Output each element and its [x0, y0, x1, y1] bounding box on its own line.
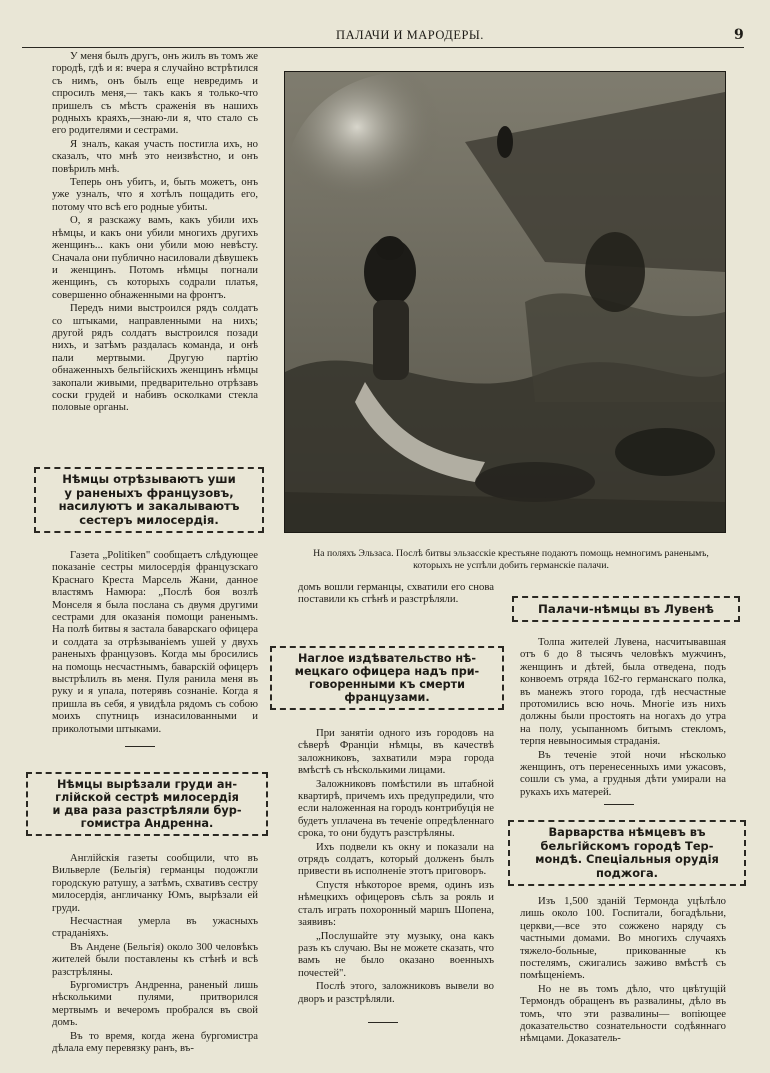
battlefield-illustration [284, 71, 726, 533]
paragraph: Передъ ними выстроился рядъ солдатъ со штыками, направленными на нихъ; другой рядъ солдатъ выстроился позади нихъ, и затѣмъ раздалась команда, и онѣ пали мертвыми. Другую партію обнаженныхъ бельгійскихъ женщинъ нѣмцы закопали живыми, предварительно отрѣзавъ соски грудей и набивъ осколками стекла половые органы. [52, 302, 258, 414]
paragraph: При занятіи одного изъ городовъ на сѣверѣ Франціи нѣмцы, въ качествѣ заложниковъ, захватили мэра города вмѣстѣ съ нѣсколькими лицами. [298, 727, 494, 777]
headline-line: мондѣ. Спеціальныя орудія [535, 852, 719, 866]
paragraph: домъ вошли германцы, схватили его снова поставили къ стѣнѣ и разстрѣляли. [298, 581, 494, 606]
headline-box [508, 820, 746, 886]
separator [604, 804, 634, 805]
headline-line: Палачи-нѣмцы въ Лувенѣ [538, 602, 714, 616]
headline-line: и два раза разстрѣляли бур- [52, 804, 242, 817]
headline-line: насилуютъ и закалываютъ [58, 499, 240, 513]
paragraph: Изъ 1,500 зданій Термонда уцѣлѣло лишь около 100. Госпитали, богадѣльни, церкви,—все это сожжено наряду съ частными домами. Во многихъ случаяхъ тяжело-больные, прикованные къ постелямъ, сжигались заживо вмѣстѣ съ помѣщеніемъ. [520, 895, 726, 982]
paragraph: Спустя нѣкоторое время, одинъ изъ нѣмецкихъ офицеровъ сѣлъ за рояль и сталъ играть похоронный маршъ Шопена, заявивъ: [298, 878, 494, 929]
right-column [520, 636, 726, 799]
headline-box [26, 772, 268, 836]
headline-line: у раненыхъ французовъ, [64, 485, 234, 500]
left-column-article-3 [52, 852, 258, 1056]
page-number: 9 [734, 27, 744, 43]
headline-line: мецкаго офицера надъ при- [294, 665, 480, 678]
paragraph: Теперь онъ убитъ, и, быть можетъ, онъ уже узналъ, что я хотѣлъ пощадить его, потому что всѣ его родные убиты. [52, 176, 258, 213]
headline-line: Варварства нѣмцевъ въ [548, 825, 706, 839]
paragraph: Я зналъ, какая участь постигла ихъ, но сказалъ, что мнѣ это неизвѣстно, и онъ повѣрилъ мнѣ. [52, 137, 258, 175]
paragraph: Въ теченіе этой ночи нѣсколько женщинъ, отъ перенесенныхъ ими ужасовъ, сошли съ ума, а грудныя дѣти умирали на рукахъ ихъ матерей. [520, 748, 726, 798]
running-title: ПАЛАЧИ И МАРОДЕРЫ. [336, 28, 484, 42]
illustration-caption: На поляхъ Эльзаса. Послѣ битвы эльзасскіе крестьяне подаютъ помощь немногимъ раненымъ, которыхъ не успѣли добить германскіе палачи. [313, 548, 709, 571]
paragraph: Но не въ томъ дѣло, что цвѣтущій Термондъ обращенъ въ развалины, дѣло въ томъ, что эти развалины— вопіющее доказательство сознательности содѣяннаго нѣмцами. Доказатель- [520, 982, 726, 1045]
paragraph: Послѣ этого, заложниковъ вывели во дворъ и разстрѣляли. [298, 980, 494, 1005]
left-column [52, 50, 258, 415]
paragraph: „Послушайте эту музыку, она какъ разъ къ случаю. Вы не можете сказать, что вамъ не было оказано военныхъ почестей". [298, 929, 494, 979]
paragraph: Ихъ подвели къ окну и показали на отрядъ солдатъ, который долженъ былъ привести въ исполненіе этотъ приговоръ. [298, 840, 494, 878]
paragraph: Заложниковъ помѣстили въ штабной квартирѣ, причемъ ихъ предупредили, что если наложенная на городъ контрибуція не будетъ уплачена въ теченіе опредѣленнаго срока, то они будутъ разстрѣляны. [298, 777, 494, 840]
headline-line: Нѣмцы вырѣзали груди ан- [56, 778, 238, 791]
engraving-artwork [285, 72, 725, 532]
right-column-article [520, 895, 726, 1046]
paragraph: Въ Андене (Бельгія) около 300 человѣкъ жителей были поставлены къ стѣнѣ и всѣ разстрѣляны. [52, 940, 258, 978]
headline-line: бельгійскомъ городѣ Тер- [540, 838, 714, 853]
paragraph: Несчастная умерла въ ужасныхъ страданіяхъ. [52, 915, 258, 940]
paragraph: Въ то время, когда жена бургомистра дѣлала ему перевязку ранъ, въ- [52, 1029, 258, 1055]
middle-column-article [298, 727, 494, 1006]
headline-line: говоренными къ смерти [309, 678, 465, 691]
middle-column [298, 581, 494, 607]
headline-line: сестеръ милосердія. [79, 512, 219, 527]
headline-line: поджога. [595, 865, 659, 880]
separator [125, 746, 155, 747]
headline-box [270, 646, 504, 710]
headline-line: гомистра Андренна. [80, 817, 214, 830]
paragraph: У меня былъ другъ, онъ жилъ въ томъ же городѣ, гдѣ и я: вчера я случайно встрѣтился съ нимъ, онъ былъ еще невредимъ и спросилъ меня,— такъ какъ я только-что пришелъ съ мѣстъ сраженія въ нашихъ родныхъ краяхъ,—знаю-ли я, что стало съ его родителями и сестрами. [52, 50, 258, 137]
separator [368, 1022, 398, 1023]
header-rule [22, 47, 744, 48]
paragraph: Газета „Politiken" сообщаетъ слѣдующее показаніе сестры милосердія французскаго Краснаго Креста Марсель Жани, данное властямъ Намюра: „Послѣ боя возлѣ Монселя я была послана съ двумя другими сестрами для оказанія помощи раненымъ. На полѣ битвы я застала баварскаго офицера и солдата за отрѣзываніемъ ушей у двухъ раненыхъ французовъ. Когда мы бросились на помощь несчастнымъ, баварскій офицеръ выстрѣлилъ въ меня. Пуля ранила меня въ руку и я упала, потерявъ сознаніе. Когда я пришла въ себя, я увидѣла рядомъ съ собою моихъ спутницъ изнасилованными и приколотыми штыками. [52, 549, 258, 735]
paragraph: Бургомистръ Андренна, раненый лишь нѣсколькими пулями, притворился мертвымъ и вечеромъ пробрался въ свой домъ. [52, 979, 258, 1029]
headline-box [34, 467, 264, 533]
headline-line: Нѣмцы отрѣзываютъ уши [62, 472, 236, 486]
paragraph: Англійскія газеты сообщили, что въ Вильверле (Бельгія) германцы подожгли городскую ратушу, а затѣмъ, схвативъ сестру милосердія, англичанку Юмъ, вырѣзали ей груди. [52, 852, 258, 914]
paragraph: О, я разскажу вамъ, какъ убили ихъ нѣмцы, и какъ они убили многихъ другихъ женщинъ... какъ они убили мою невѣсту. Сначала они публично насиловали дѣвушекъ и женщинъ. Потомъ нѣмцы погнали женщинъ, съ которыхъ содрали платья, совершенно обнаженными на фронтъ. [52, 214, 258, 301]
left-column-article-2 [52, 549, 258, 736]
headline-box [512, 596, 740, 622]
headline-line: глійской сестрѣ милосердія [55, 791, 239, 804]
paragraph: Толпа жителей Лувена, насчитывавшая отъ 6 до 8 тысячъ человѣкъ мужчинъ, женщинъ и дѣтей, была отведена, подъ конвоемъ отряда 162-го германскаго полка, въ манежъ этого города, гдѣ несчастные протомились всю ночь. Многіе изъ нихъ должны были простоять на ногахъ до утра на полу, усыпанномъ битымъ стекломъ, терпя невыносимыя страданія. [520, 636, 726, 748]
headline-line: французами. [344, 691, 430, 704]
headline-line: Наглое издѣвательство нѣ- [297, 652, 477, 665]
